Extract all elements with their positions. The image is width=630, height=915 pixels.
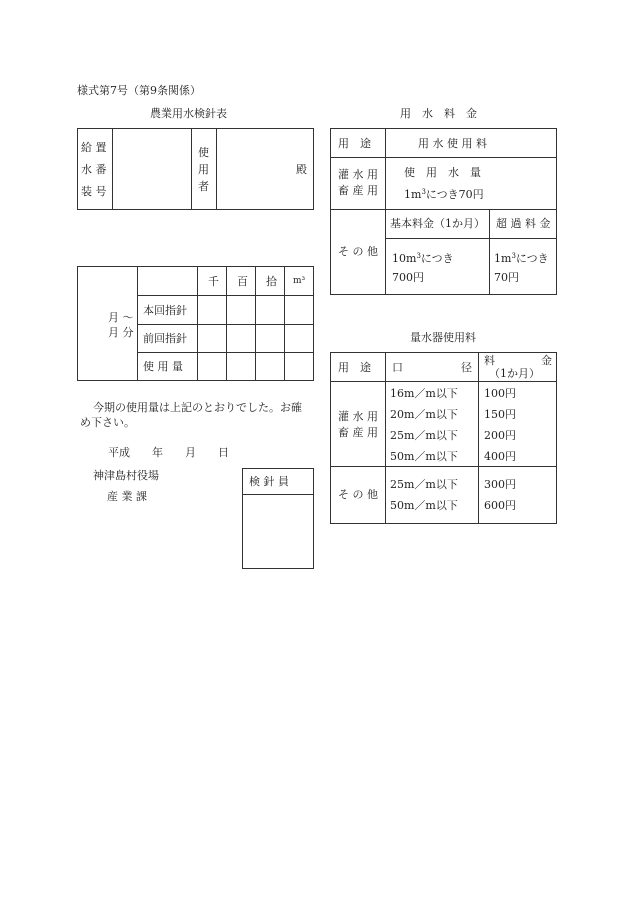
meter-price-row: 150円: [484, 408, 516, 421]
meter-size-row: 16m／m以下: [390, 387, 458, 400]
fee-excess-rate: $1m^3$につき: [494, 252, 549, 265]
inspector-label: 検 針 員: [249, 475, 289, 488]
meter-col-use: 用 途: [338, 361, 371, 374]
meter-col-size-b: 径: [461, 361, 472, 374]
col-ten: 拾: [266, 275, 277, 288]
notice-line-1: 今期の使用量は上記のとおりでした。お確: [93, 401, 302, 414]
row-usage: 使 用 量: [143, 360, 183, 373]
notice-line-2: め下さい。: [80, 416, 135, 429]
meter-col-fee-c: （1か月）: [489, 367, 540, 380]
meter-size-row: 50m／m以下: [390, 499, 458, 512]
user-label-3: 者: [198, 180, 209, 193]
fee-base-header: 基本料金（1か月）: [390, 217, 485, 230]
fee-usage-label: 使 用 水 量: [404, 166, 481, 179]
honorific: 殿: [296, 163, 307, 176]
right-title: 用 水 料 金: [400, 107, 477, 120]
fee-col-use: 用 途: [338, 137, 371, 150]
meter-size-row: 25m／m以下: [390, 478, 458, 491]
meter-price-row: 200円: [484, 429, 516, 442]
user-label-2: 用: [198, 163, 209, 176]
row-current-reading: 本回指針: [143, 304, 187, 317]
fee-excess-header: 超 過 料 金: [496, 217, 551, 230]
install-label-1: 給 置: [81, 141, 107, 154]
install-label-2: 水 番: [81, 163, 107, 176]
meter-other-label: そ の 他: [338, 488, 378, 501]
meter-price-row: 600円: [484, 499, 516, 512]
office-name: 神津島村役場: [93, 469, 159, 482]
meter-col-fee-a: 料: [484, 354, 495, 367]
meter-size-row: 50m／m以下: [390, 450, 458, 463]
meter-col-fee-b: 金: [541, 354, 552, 367]
meter-livestock-label: 畜 産 用: [338, 426, 378, 439]
meter-irrigation-label: 灌 水 用: [338, 410, 378, 423]
fee-col-fee: 用 水 使 用 料: [418, 137, 487, 150]
fee-base-price: 700円: [392, 271, 424, 284]
fee-livestock-label: 畜 産 用: [338, 184, 378, 197]
row-previous-reading: 前回指針: [143, 332, 187, 345]
meter-price-row: 300円: [484, 478, 516, 491]
col-thousand: 千: [208, 275, 219, 288]
fee-excess-price: 70円: [494, 271, 519, 284]
meter-size-row: 20m／m以下: [390, 408, 458, 421]
left-title: 農業用水検針表: [150, 107, 227, 120]
col-hundred: 百: [237, 275, 248, 288]
period-month-from: 月 〜: [108, 311, 134, 324]
col-cubic-meter: m³: [293, 276, 306, 286]
install-label-3: 装 号: [81, 185, 107, 198]
office-dept: 産 業 課: [107, 490, 147, 503]
fee-base-rate: $10m^3$につき: [392, 252, 454, 265]
user-label-1: 使: [198, 146, 209, 159]
meter-size-row: 25m／m以下: [390, 429, 458, 442]
date-line: 平成 年 月 日: [108, 446, 229, 459]
form-number: 様式第7号（第9条関係）: [77, 84, 201, 97]
meter-price-row: 100円: [484, 387, 516, 400]
meter-col-size-a: 口: [392, 361, 403, 374]
period-month-to: 月 分: [108, 326, 134, 339]
meter-fee-title: 量水器使用料: [410, 331, 476, 344]
fee-other-label: そ の 他: [338, 245, 378, 258]
fee-usage-rate: $1m^3$につき70円: [404, 188, 484, 201]
fee-irrigation-label: 灌 水 用: [338, 168, 378, 181]
meter-price-row: 400円: [484, 450, 516, 463]
